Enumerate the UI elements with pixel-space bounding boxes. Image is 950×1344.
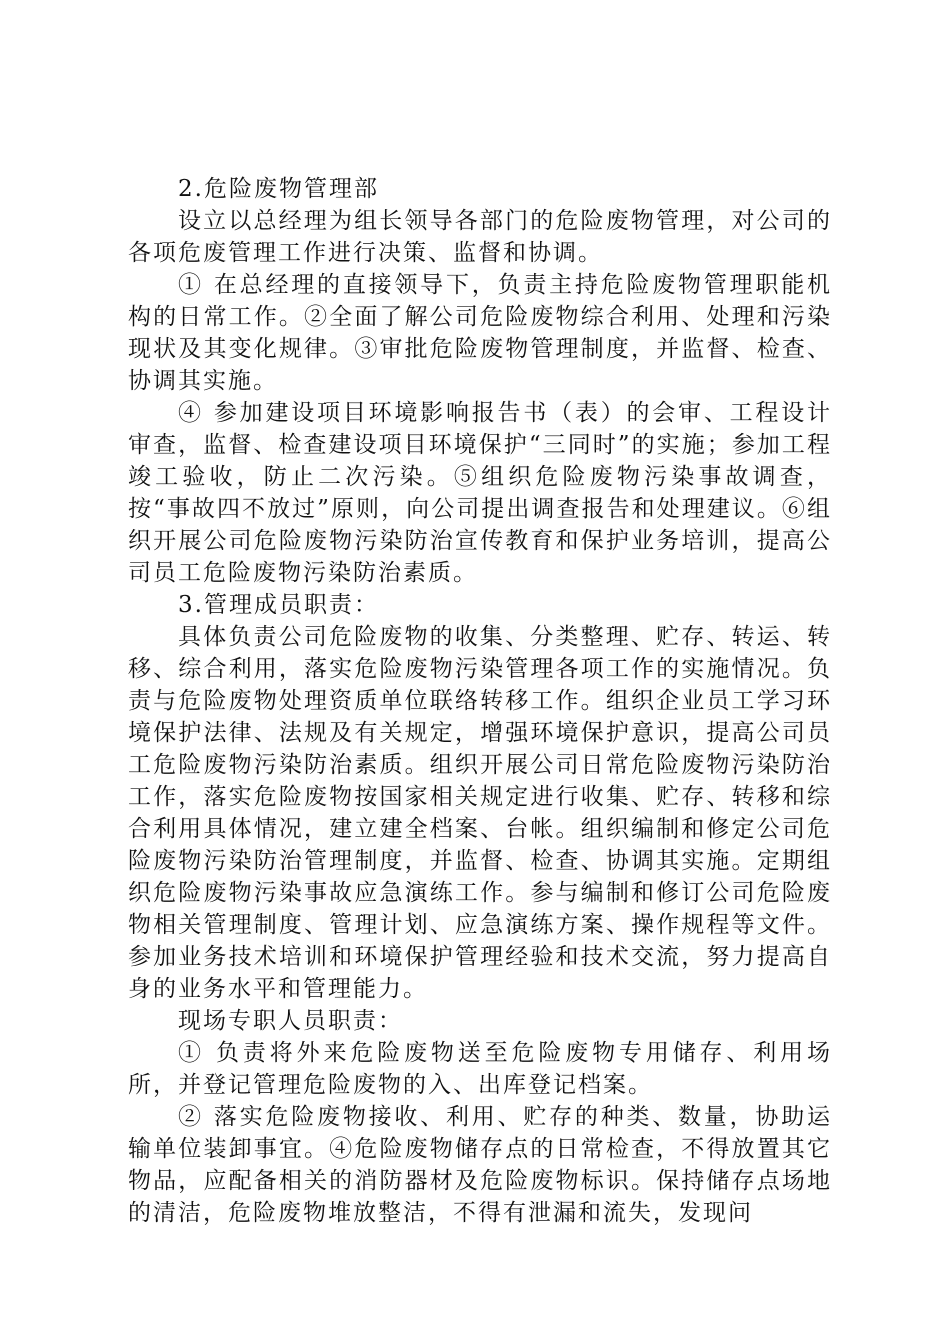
document-body <box>128 173 832 1229</box>
paragraph-onsite-duty-1: ① 负责将外来危险废物送至危险废物专用储存、利用场所，并登记管理危险废物的入、出库登记档案。 <box>128 1040 832 1098</box>
paragraph-dept-duties-1: ① 在总经理的直接领导下，负责主持危险废物管理职能机构的日常工作。②全面了解公司危险废物综合利用、处理和污染现状及其变化规律。③审批危险废物管理制度，并监督、检查、协调其实施。 <box>128 272 832 394</box>
paragraph-member-duties: 具体负责公司危险废物的收集、分类整理、贮存、转运、转移、综合利用，落实危险废物污染管理各项工作的实施情况。负责与危险废物处理资质单位联络转移工作。组织企业员工学习环境保护法律、法规及有关规定，增强环境保护意识，提高公司员工危险废物污染防治素质。组织开展公司日常危险废物污染防治工作，落实危险废物按国家相关规定进行收集、贮存、转移和综合利用具体情况，建立建全档案、台帐。组织编制和修定公司危险废物污染防治管理制度，并监督、检查、协调其实施。定期组织危险废物污染事故应急演练工作。参与编制和修订公司危险废物相关管理制度、管理计划、应急演练方案、操作规程等文件。参加业务技术培训和环境保护管理经验和技术交流，努力提高自身的业务水平和管理能力。 <box>128 624 832 1002</box>
paragraph-onsite-duty-2: ② 落实危险废物接收、利用、贮存的种类、数量，协助运输单位装卸事宜。④危险废物储存点的日常检查，不得放置其它物品，应配备相关的消防器材及危险废物标识。保持储存点场地的清洁，危险废物堆放整洁，不得有泄漏和流失，发现问 <box>128 1104 832 1226</box>
paragraph-dept-duties-2: ④ 参加建设项目环境影响报告书（表）的会审、工程设计审查，监督、检查建设项目环境保护“三同时”的实施；参加工程竣工验收，防止二次污染。⑤组织危险废物污染事故调查，按“事故四不放过”原则，向公司提出调查报告和处理建议。⑥组织开展公司危险废物污染防治宣传教育和保护业务培训，提高公司员工危险废物污染防治素质。 <box>128 400 832 586</box>
section-heading-management-dept: 2.危险废物管理部 <box>178 176 379 202</box>
paragraph-dept-setup: 设立以总经理为组长领导各部门的危险废物管理，对公司的各项危废管理工作进行决策、监督和协调。 <box>128 208 832 266</box>
section-heading-onsite-staff: 现场专职人员职责： <box>178 1008 403 1034</box>
section-heading-member-duties: 3.管理成员职责： <box>178 592 379 618</box>
